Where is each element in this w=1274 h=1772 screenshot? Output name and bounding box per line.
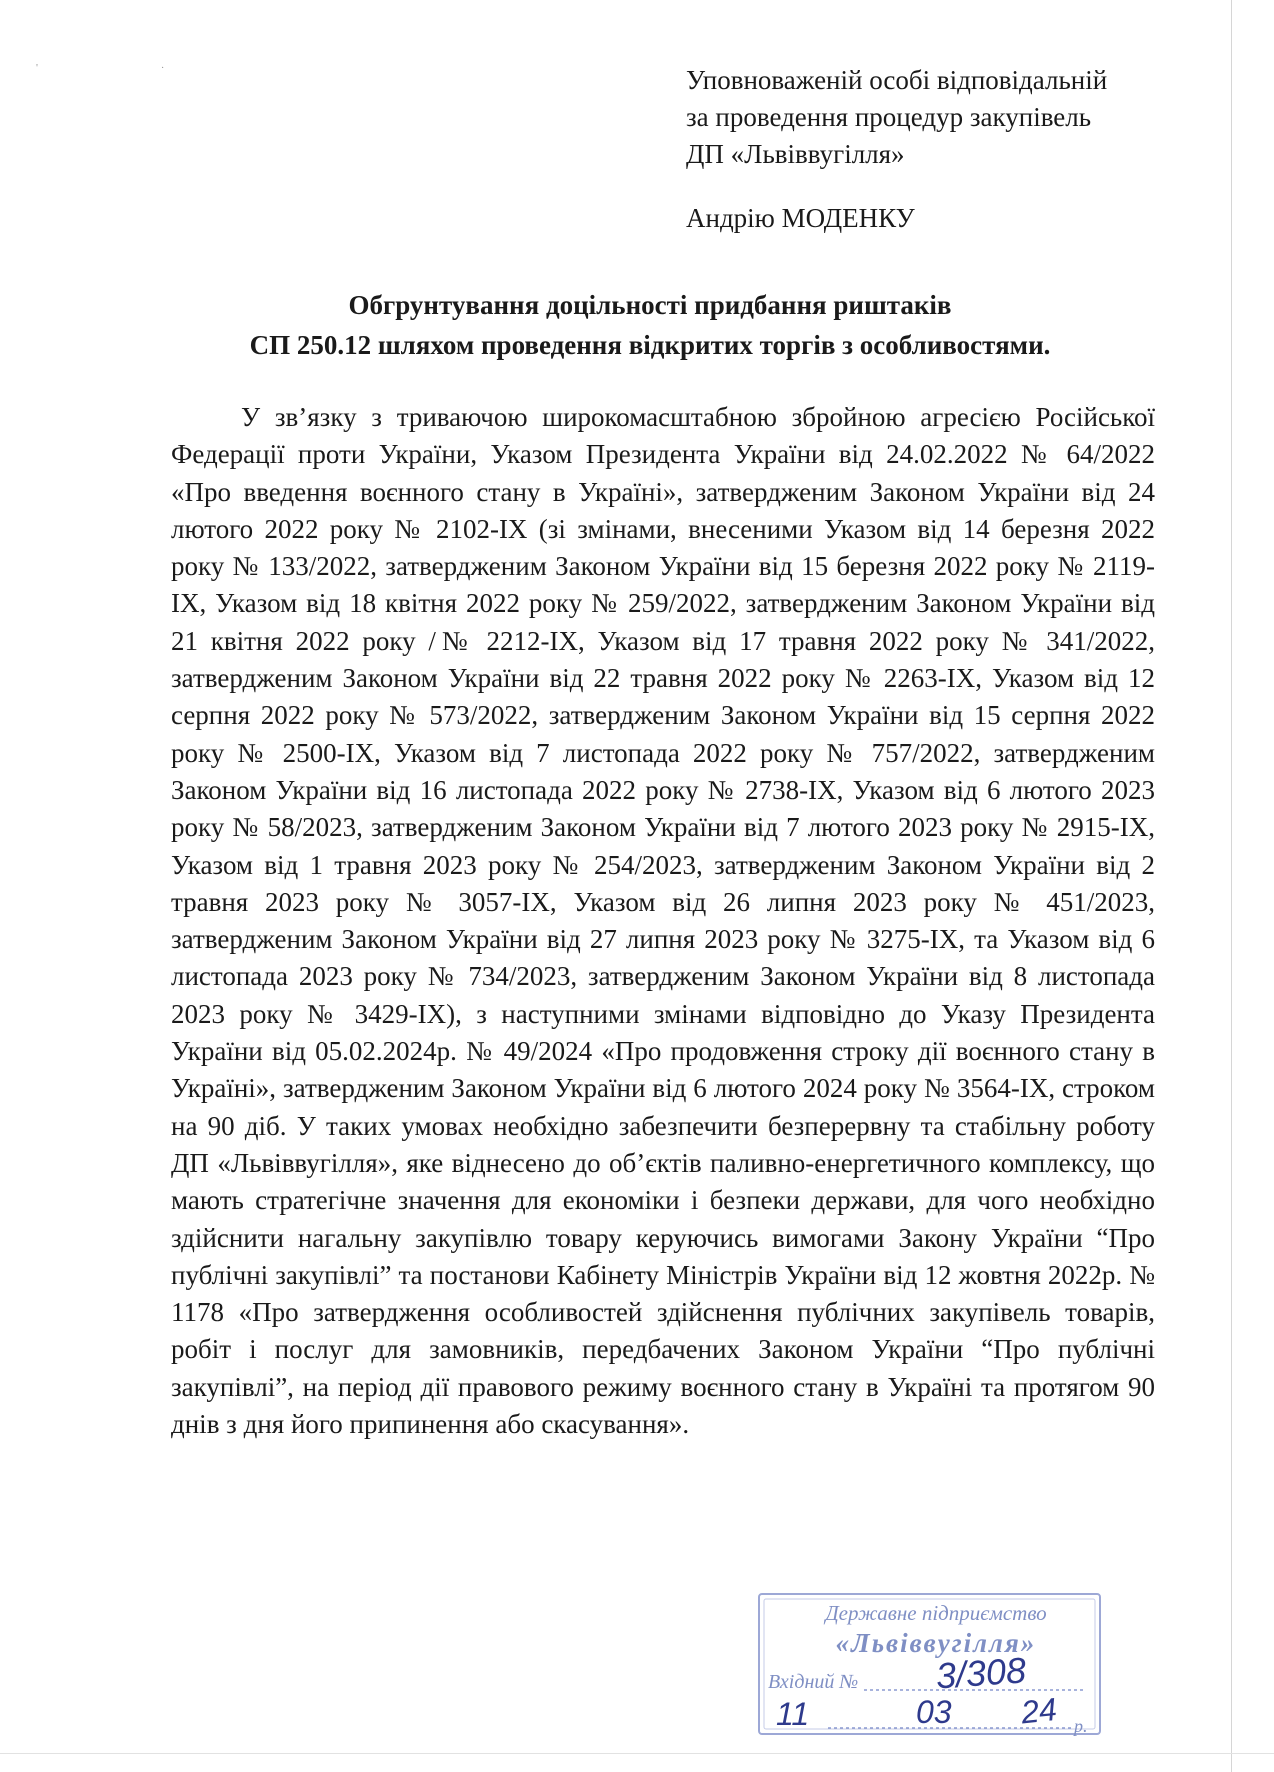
page-bottom-edge [0, 1753, 1274, 1754]
stamp-incoming-label: Вхідний № [768, 1671, 859, 1693]
page-edge [1231, 0, 1232, 1772]
stamp-date-day: 11 [776, 1696, 810, 1732]
incoming-stamp [756, 1590, 1106, 1740]
stamp-name-line: «Львіввугілля» [835, 1628, 1037, 1658]
body-text: У зв’язку з триваючою широкомасштабною збройною агресією Російської Федерації проти України, Указом Президента України від 24.02.2022 № 64/2022 «Про введення воєнного стану в Україні», затвердженим Законом України від 24 лютого 2022 року № 2102-IX (зі змінами, внесеними Указом від 14 березня 2022 року № 133/2022, затвердженим Законом України від 15 березня 2022 року № 2119-IX, Указом від 18 квітня 2022 року № 259/2022, затвердженим Законом України від 21 квітня 2022 року /№ 2212-IX, Указом від 17 травня 2022 року № 341/2022, затвердженим Законом України від 22 травня 2022 року № 2263-IX, Указом від 12 серпня 2022 року № 573/2022, затвердженим Законом України від 15 серпня 2022 року № 2500-IX, Указом від 7 листопада 2022 року № 757/2022, затвердженим Законом України від 16 листопада 2022 року № 2738-IX, Указом від 6 лютого 2023 року № 58/2023, затвердженим Законом України від 7 лютого 2023 року № 2915-IX, Указом від 1 травня 2023 року № 254/2023, затвердженим Законом України від 2 травня 2023 року № 3057-IX, Указом від 26 липня 2023 року № 451/2023, затвердженим Законом України від 27 липня 2023 року № 3275-IX, та Указом від 6 листопада 2023 року № 734/2023, затвердженим Законом України від 8 листопада 2023 року № 3429-IX), з наступними змінами відповідно до Указу Президента України від 05.02.2024р. № 49/2024 «Про продовження строку дії воєнного стану в Україні», затвердженим Законом України від 6 лютого 2024 року № 3564-IX, строком на 90 діб. У таких умовах необхідно забезпечити безперервну та стабільну роботу ДП «Львіввугілля», яке віднесено до об’єктів паливно-енергетичного комплексу, що мають стратегічне значення для економіки і безпеки держави, для чого необхідно здійснити нагальну закупівлю товару керуючись вимогами Закону України “Про публічні закупівлі” та постанови Кабінету Міністрів України від 12 жовтня 2022р. № 1178 «Про затвердження особливостей здійснення публічних закупівель товарів, робіт і послуг для замовників, передбачених Законом України “Про публічні закупівлі”, на період дії правового режиму воєнного стану в Україні та протягом 90 днів з дня його припинення або скасування». [171, 402, 1155, 1440]
stamp-date-month: 03 [916, 1694, 952, 1730]
stamp-date-suffix: р. [1074, 1716, 1088, 1736]
stamp-org-line: Державне підприємство [825, 1601, 1047, 1625]
stamp-incoming-number: 3/308 [934, 1649, 1028, 1697]
addressee-line-2: за проведення процедур закупівель [686, 102, 1092, 132]
addressee-name: Андрію МОДЕНКУ [686, 203, 915, 233]
body-paragraph [171, 399, 1155, 1443]
document-title [150, 285, 1150, 365]
stamp-date-year: 24 [1019, 1690, 1059, 1731]
addressee-block [686, 62, 1107, 237]
document-title-line-1: Обгрунтування доцільності придбання риштаків [348, 290, 952, 320]
addressee-line-3: ДП «Львіввугілля» [686, 139, 905, 169]
document-title-line-2: СП 250.12 шляхом проведення відкритих торгів з особливостями. [249, 330, 1051, 360]
scan-specks: ' · [36, 62, 225, 74]
incoming-stamp-svg [756, 1590, 1106, 1740]
addressee-line-1: Уповноваженій особі відповідальній [686, 65, 1108, 95]
